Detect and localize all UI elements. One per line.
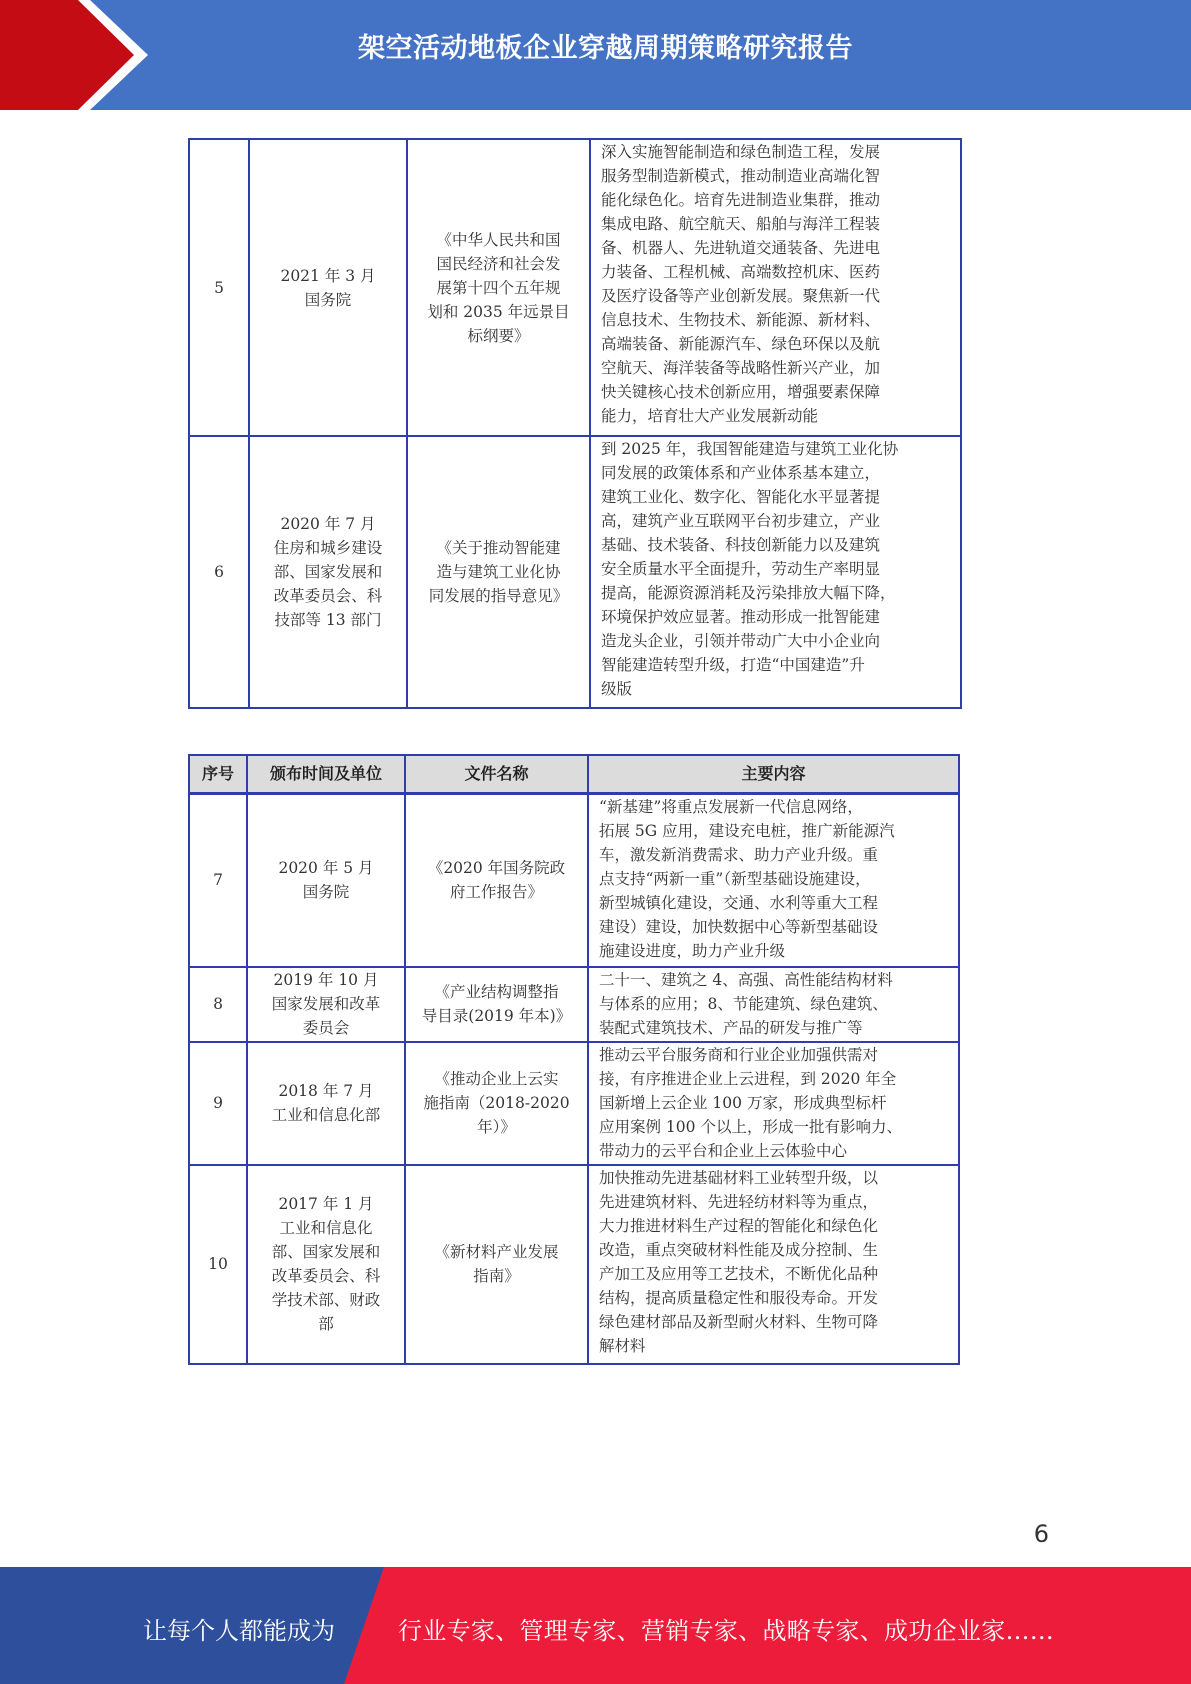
report-title: 架空活动地板企业穿越周期策略研究报告 [358,33,853,64]
row-number: 7 [189,794,247,967]
document-name: 《产业结构调整指 导目录(2019 年本)》 [405,967,588,1042]
row-number: 10 [189,1165,247,1364]
issue-date-unit: 2021 年 3 月 国务院 [249,139,407,436]
table-row [189,1165,959,1364]
document-name: 《2020 年国务院政 府工作报告》 [405,794,588,967]
main-content: 加快推动先进基础材料工业转型升级，以 先进建筑材料、先进轻纺材料等为重点， 大力推进材料生产过程的智能化和绿色化 改造，重点突破材料性能及成分控制、生 产加工及应用等工艺技术，不断优化品种 结构，提高质量稳定性和服役寿命。开发 绿色建材部品及新型耐火材料、生物可降 解材料 [588,1165,959,1364]
policy-table [188,754,960,1365]
column-header-number: 序号 [189,755,247,794]
table-row [189,967,959,1042]
issue-date-unit: 2020 年 7 月 住房和城乡建设 部、国家发展和 改革委员会、科 技部等 13 部门 [249,436,407,708]
footer-slogan-right: 行业专家、管理专家、营销专家、战略专家、成功企业家…… [398,1617,1055,1645]
issue-date-unit: 2020 年 5 月 国务院 [247,794,405,967]
row-number: 6 [189,436,249,708]
document-name: 《关于推动智能建 造与建筑工业化协 同发展的指导意见》 [407,436,590,708]
main-content: 到 2025 年，我国智能建造与建筑工业化协 同发展的政策体系和产业体系基本建立， 建筑工业化、数字化、智能化水平显著提 高，建筑产业互联网平台初步建立，产业 基础、技术装备、科技创新能力以及建筑 安全质量水平全面提升，劳动生产率明显 提高，能源资源消耗及污染排放大幅下降， 环境保护效应显著。推动形成一批智能建 造龙头企业，引领并带动广大中小企业向 智能建造转型升级，打造“中国建造”升 级版 [590,436,961,708]
document-name: 《新材料产业发展 指南》 [405,1165,588,1364]
document-name: 《推动企业上云实 施指南（2018-2020 年）》 [405,1042,588,1165]
row-number: 5 [189,139,249,436]
table-row [189,1042,959,1165]
table-header-row [189,755,959,794]
table-row [189,794,959,967]
table-row [189,436,961,708]
issue-date-unit: 2018 年 7 月 工业和信息化部 [247,1042,405,1165]
main-content: “新基建”将重点发展新一代信息网络， 拓展 5G 应用，建设充电桩，推广新能源汽 车，激发新消费需求、助力产业升级。重 点支持“两新一重”（新型基础设施建设， 新型城镇化建设，交通、水利等重大工程 建设）建设，加快数据中心等新型基础设 施建设进度，助力产业升级 [588,794,959,967]
column-header-date-unit: 颁布时间及单位 [247,755,405,794]
table-row [189,139,961,436]
document-name: 《中华人民共和国 国民经济和社会发 展第十四个五年规 划和 2035 年远景目 标纲要》 [407,139,590,436]
main-content: 深入实施智能制造和绿色制造工程，发展 服务型制造新模式，推动制造业高端化智 能化绿色化。培育先进制造业集群，推动 集成电路、航空航天、船舶与海洋工程装 备、机器人、先进轨道交通装备、先进电 力装备、工程机械、高端数控机床、医药 及医疗设备等产业创新发展。聚焦新一代 信息技术、生物技术、新能源、新材料、 高端装备、新能源汽车、绿色环保以及航 空航天、海洋装备等战略性新兴产业，加 快关键核心技术创新应用，增强要素保障 能力，培育壮大产业发展新动能 [590,139,961,436]
main-content: 二十一、建筑之 4、高强、高性能结构材料 与体系的应用；8、节能建筑、绿色建筑、 装配式建筑技术、产品的研发与推广等 [588,967,959,1042]
policy-table-continued [188,138,962,709]
footer-slogan-left: 让每个人都能成为 [143,1617,335,1645]
page-number: 6 [1033,1520,1049,1548]
issue-date-unit: 2019 年 10 月 国家发展和改革 委员会 [247,967,405,1042]
issue-date-unit: 2017 年 1 月 工业和信息化 部、国家发展和 改革委员会、科 学技术部、财政 部 [247,1165,405,1364]
row-number: 8 [189,967,247,1042]
main-content: 推动云平台服务商和行业企业加强供需对 接，有序推进企业上云进程，到 2020 年全 国新增上云企业 100 万家，形成典型标杆 应用案例 100 个以上，形成一批有影响力、 带动力的云平台和企业上云体验中心 [588,1042,959,1165]
row-number: 9 [189,1042,247,1165]
column-header-content: 主要内容 [588,755,959,794]
column-header-document: 文件名称 [405,755,588,794]
